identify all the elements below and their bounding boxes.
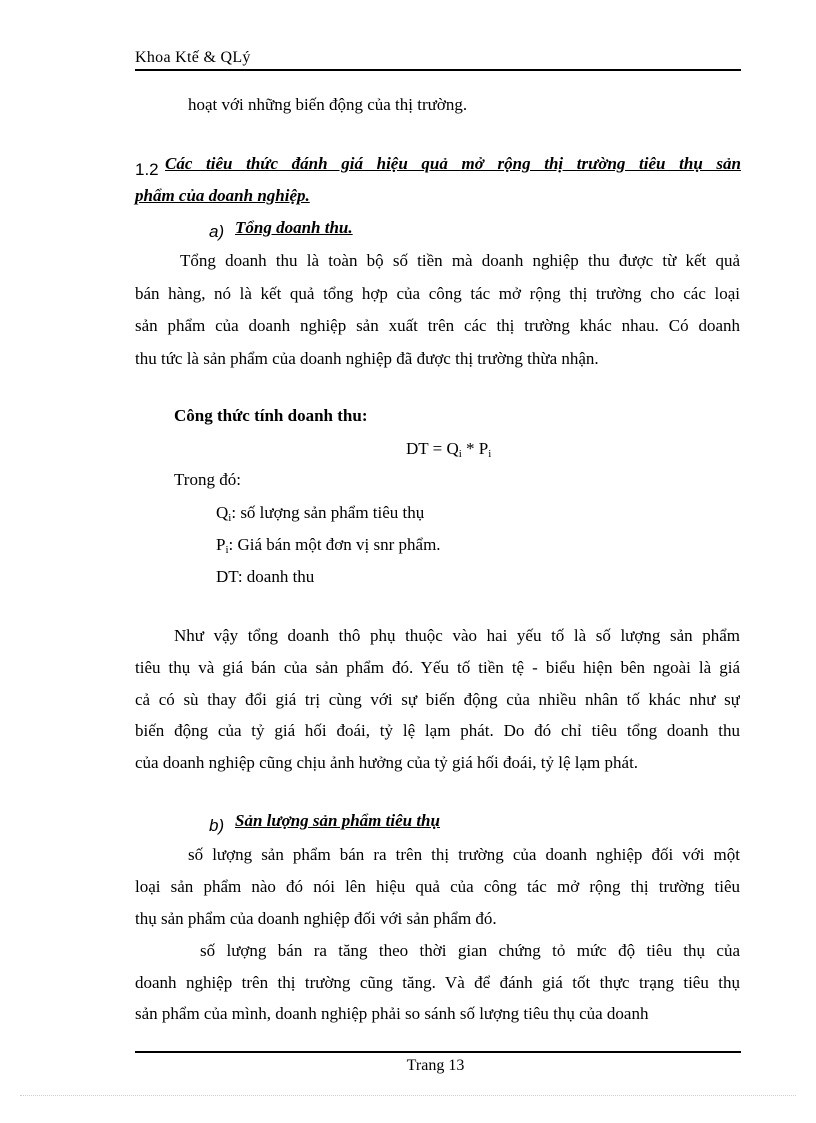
para-2-line-5: của doanh nghiệp cũng chịu ảnh hưởng của tỷ giá hối đoái, tỷ lệ lạm phát.: [135, 753, 639, 772]
definition-dt: DT: doanh thu: [216, 567, 315, 586]
header-rule: [135, 69, 741, 71]
formula-where: Trong đó:: [174, 470, 241, 489]
para-b1-line-1: số lượng sản phẩm bán ra trên thị trường của doanh nghiệp đối với một: [188, 845, 740, 864]
formula-equation: DT = $Q_i * P_i$: [406, 439, 492, 460]
para-a-line-4: thu tức là sản phẩm của doanh nghiệp đã được thị trường thừa nhận.: [135, 349, 599, 368]
running-header: Khoa Ktế & QLý: [135, 49, 251, 66]
section-title-line-1: Các tiêu thức đánh giá hiệu quả mở rộng thị trường tiêu thụ sản: [165, 154, 741, 173]
subsection-a-label: a): [209, 222, 225, 241]
continuation-line: hoạt với những biến động của thị trường.: [188, 95, 468, 114]
page-edge-divider: [20, 1095, 796, 1096]
para-2-line-1: Như vậy tổng doanh thô phụ thuộc vào hai yếu tố là số lượng sản phẩm: [174, 626, 740, 645]
para-a-line-3: sản phẩm của doanh nghiệp sản xuất trên các thị trường khác nhau. Có doanh: [135, 316, 740, 335]
definition-qi: $Q_i$: số lượng sản phẩm tiêu thụ: [216, 503, 425, 524]
section-title-line-2: phẩm của doanh nghiệp.: [135, 186, 310, 205]
para-2-line-2: tiêu thụ và giá bán của sản phẩm đó. Yếu tố tiền tệ - biểu hiện bên ngoài là giá: [135, 658, 740, 677]
footer-rule: [135, 1051, 741, 1053]
para-a-line-2: bán hàng, nó là kết quả tổng hợp của công tác mở rộng thị trường cho các loại: [135, 284, 740, 303]
para-2-line-3: cả có sù thay đổi giá trị cùng với sự biến động của nhiều nhân tố khác như sự: [135, 690, 740, 709]
para-b1-line-2: loại sản phẩm nào đó nói lên hiệu quả của công tác mở rộng thị trường tiêu: [135, 877, 740, 896]
section-number: 1.2: [135, 160, 159, 179]
definition-pi: $P_i$: Giá bán một đơn vị snr phẩm.: [216, 535, 441, 556]
para-b2-line-1: số lượng bán ra tăng theo thời gian chứng tỏ mức độ tiêu thụ của: [200, 941, 740, 960]
para-a-line-1: Tổng doanh thu là toàn bộ số tiền mà doanh nghiệp thu được từ kết quả: [180, 251, 740, 270]
subsection-b-label: b): [209, 816, 225, 835]
para-b2-line-3: sản phẩm của mình, doanh nghiệp phải so sánh số lượng tiêu thụ của doanh: [135, 1004, 649, 1023]
page-number: Trang 13: [406, 1057, 465, 1074]
subsection-b-title: Sản lượng sản phẩm tiêu thụ: [235, 811, 440, 830]
para-b1-line-3: thụ sản phẩm của doanh nghiệp đối với sản phẩm đó.: [135, 909, 497, 928]
para-2-line-4: biến động của tỷ giá hối đoái, tỷ lệ lạm phát. Do đó chỉ tiêu tổng doanh thu: [135, 721, 740, 740]
formula-heading: Công thức tính doanh thu:: [174, 406, 368, 425]
subsection-a-title: Tổng doanh thu.: [235, 218, 353, 237]
para-b2-line-2: doanh nghiệp trên thị trường cũng tăng. Và để đánh giá tốt thực trạng tiêu thụ: [135, 973, 740, 992]
